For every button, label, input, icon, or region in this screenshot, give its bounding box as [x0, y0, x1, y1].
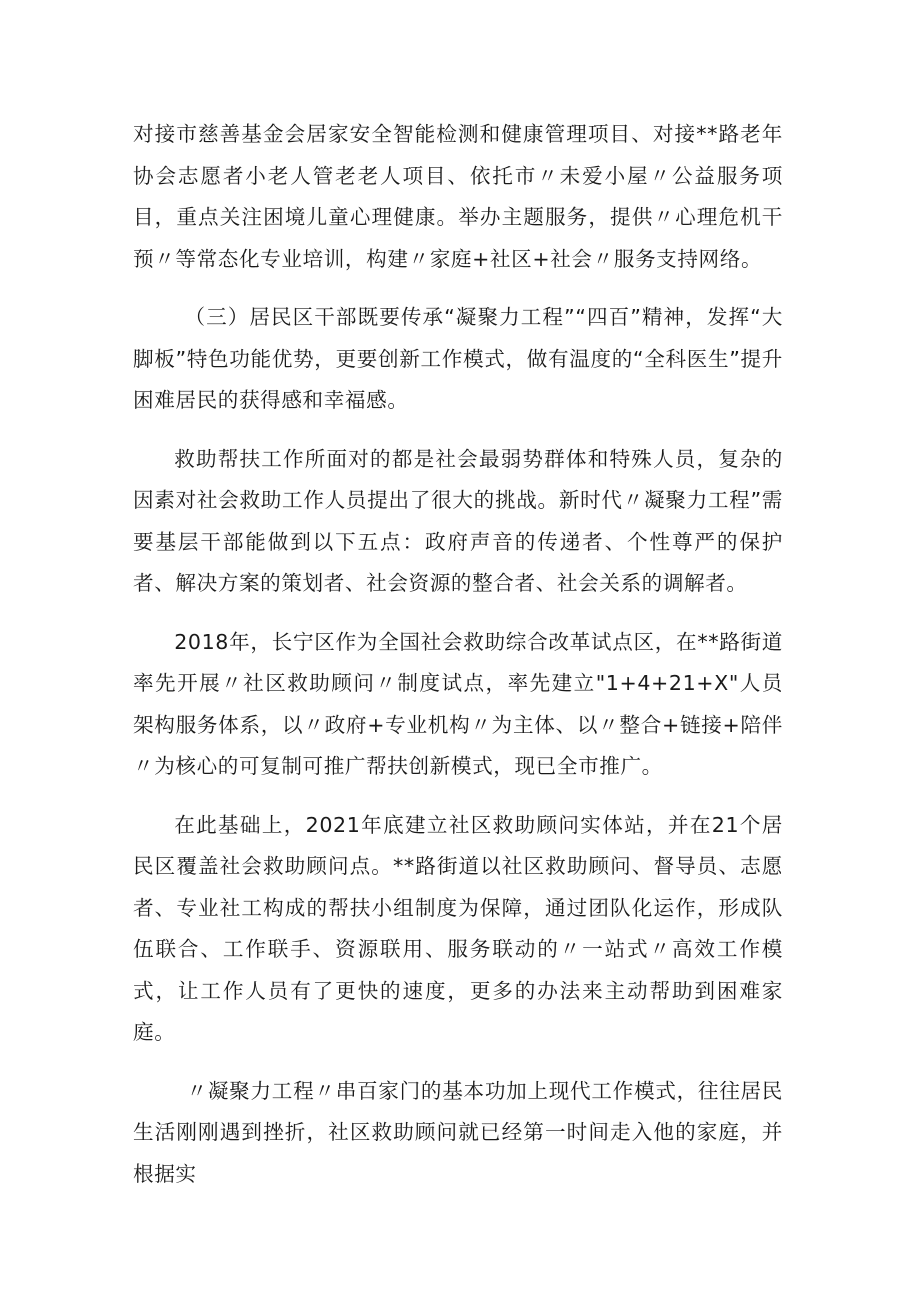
paragraph-3: 救助帮扶工作所面对的都是社会最弱势群体和特殊人员，复杂的因素对社会救助工作人员提出了很大的挑战。新时代〃凝聚力工程”需要基层干部能做到以下五点：政府声音的传递者、个性尊严的保护者、解决方案的策划者、社会资源的整合者、社会关系的调解者。 — [133, 446, 783, 595]
paragraph-5: 在此基础上，2021年底建立社区救助顾问实体站，并在21个居民区覆盖社会救助顾问点。**路街道以社区救助顾问、督导员、志愿者、专业社工构成的帮扶小组制度为保障，通过团队化运作，形成队伍联合、工作联手、资源联用、服务联动的〃一站式〃高效工作模式，让工作人员有了更快的速度，更多的办法来主动帮助到困难家庭。 — [133, 812, 783, 1044]
paragraph-6: 〃凝聚力工程〃串百家门的基本功加上现代工作模式，往往居民生活刚刚遇到挫折，社区救助顾问就已经第一时间走入他的家庭，并根据实 — [133, 1078, 783, 1186]
paragraph-4: 2018年，长宁区作为全国社会救助综合改革试点区，在**路街道率先开展〃社区救助顾问〃制度试点，率先建立"1+4+21+X"人员架构服务体系，以〃政府+专业机构〃为主体、以〃整合+链接+陪伴〃为核心的可复制可推广帮扶创新模式，现已全市推广。 — [133, 629, 783, 778]
paragraph-2: （三）居民区干部既要传承“凝聚力工程”“四百”精神，发挥“大脚板”特色功能优势，更要创新工作模式，做有温度的“全科医生”提升困难居民的获得感和幸福感。 — [133, 305, 783, 412]
document-body — [133, 114, 783, 1212]
paragraph-1: 对接市慈善基金会居家安全智能检测和健康管理项目、对接**路老年协会志愿者小老人管老老人项目、依托市〃未爱小屋〃公益服务项目，重点关注困境儿童心理健康。举办主题服务，提供〃心理危机干预〃等常态化专业培训，构建〃家庭+社区+社会〃服务支持网络。 — [133, 122, 783, 271]
